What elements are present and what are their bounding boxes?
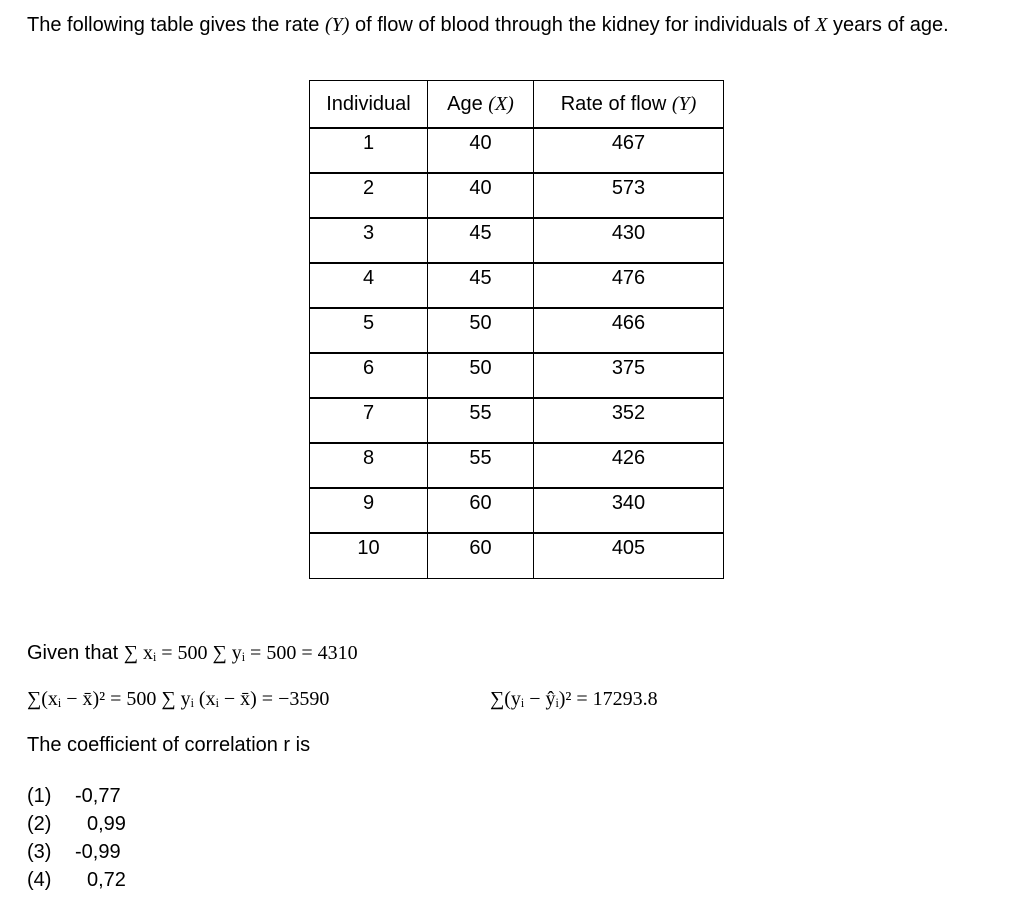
option-number: (1) bbox=[27, 785, 52, 807]
option-number: (4) bbox=[27, 869, 52, 891]
given-sums: ∑ xᵢ = 500 ∑ yᵢ = 500 = 4310 bbox=[123, 642, 358, 664]
option-number: (3) bbox=[27, 841, 52, 863]
cell-individual: 8 bbox=[310, 443, 428, 488]
cell-age: 55 bbox=[428, 443, 534, 488]
cell-individual: 6 bbox=[310, 353, 428, 398]
table-row bbox=[310, 398, 724, 443]
problem-intro bbox=[27, 12, 1017, 39]
cell-age: 50 bbox=[428, 308, 534, 353]
cell-rate: 466 bbox=[534, 308, 724, 353]
option-value: -0,77 bbox=[75, 785, 121, 807]
table-row bbox=[310, 218, 724, 263]
blood-flow-table bbox=[309, 80, 724, 579]
cell-rate: 405 bbox=[534, 533, 724, 578]
given-prefix: Given that bbox=[27, 642, 124, 664]
cell-individual: 2 bbox=[310, 173, 428, 218]
cell-age: 60 bbox=[428, 533, 534, 578]
cell-age: 45 bbox=[428, 263, 534, 308]
option-value: -0,99 bbox=[75, 841, 121, 863]
given-line-1 bbox=[27, 642, 358, 665]
table-row bbox=[310, 128, 724, 173]
cell-age: 40 bbox=[428, 128, 534, 173]
table-row bbox=[310, 533, 724, 578]
cell-individual: 7 bbox=[310, 398, 428, 443]
question-text: The coefficient of correlation r is bbox=[27, 734, 311, 756]
cell-age: 40 bbox=[428, 173, 534, 218]
option-1[interactable] bbox=[27, 782, 126, 810]
cell-rate: 352 bbox=[534, 398, 724, 443]
table-row bbox=[310, 173, 724, 218]
cell-individual: 5 bbox=[310, 308, 428, 353]
header-rate-label: Rate of flow bbox=[560, 92, 672, 115]
table-row bbox=[310, 353, 724, 398]
option-value: 0,99 bbox=[87, 813, 126, 835]
cell-rate: 426 bbox=[534, 443, 724, 488]
table-row bbox=[310, 308, 724, 353]
header-age-label: Age bbox=[447, 92, 489, 115]
cell-rate: 340 bbox=[534, 488, 724, 533]
option-value: 0,72 bbox=[87, 869, 126, 891]
cell-rate: 467 bbox=[534, 128, 724, 173]
intro-var-y: (Y) bbox=[324, 14, 350, 36]
intro-var-x: X bbox=[815, 14, 828, 36]
given-line-3: ∑(yᵢ − ŷᵢ)² = 17293.8 bbox=[490, 688, 658, 710]
cell-age: 55 bbox=[428, 398, 534, 443]
answer-options bbox=[27, 782, 126, 894]
option-3[interactable] bbox=[27, 838, 126, 866]
cell-individual: 1 bbox=[310, 128, 428, 173]
header-individual: Individual bbox=[310, 81, 428, 129]
header-age-var: (X) bbox=[488, 92, 514, 115]
table-row bbox=[310, 488, 724, 533]
cell-age: 50 bbox=[428, 353, 534, 398]
cell-rate: 430 bbox=[534, 218, 724, 263]
table-row bbox=[310, 263, 724, 308]
option-4[interactable] bbox=[27, 866, 126, 894]
cell-rate: 476 bbox=[534, 263, 724, 308]
cell-rate: 375 bbox=[534, 353, 724, 398]
cell-age: 60 bbox=[428, 488, 534, 533]
table-row bbox=[310, 443, 724, 488]
header-rate bbox=[534, 81, 724, 129]
intro-text-3: years of age. bbox=[827, 14, 949, 36]
cell-individual: 10 bbox=[310, 533, 428, 578]
given-line-2: ∑(xᵢ − x̄)² = 500 ∑ yᵢ (xᵢ − x̄) = −3590 bbox=[27, 688, 330, 710]
intro-text-2: of flow of blood through the kidney for individuals of bbox=[349, 14, 816, 36]
header-rate-var: (Y) bbox=[671, 92, 697, 115]
table-header-row bbox=[310, 81, 724, 129]
option-2[interactable] bbox=[27, 810, 126, 838]
cell-individual: 3 bbox=[310, 218, 428, 263]
cell-individual: 4 bbox=[310, 263, 428, 308]
cell-individual: 9 bbox=[310, 488, 428, 533]
intro-text-1: The following table gives the rate bbox=[27, 14, 325, 36]
cell-age: 45 bbox=[428, 218, 534, 263]
cell-rate: 573 bbox=[534, 173, 724, 218]
option-number: (2) bbox=[27, 813, 52, 835]
header-age bbox=[428, 81, 534, 129]
